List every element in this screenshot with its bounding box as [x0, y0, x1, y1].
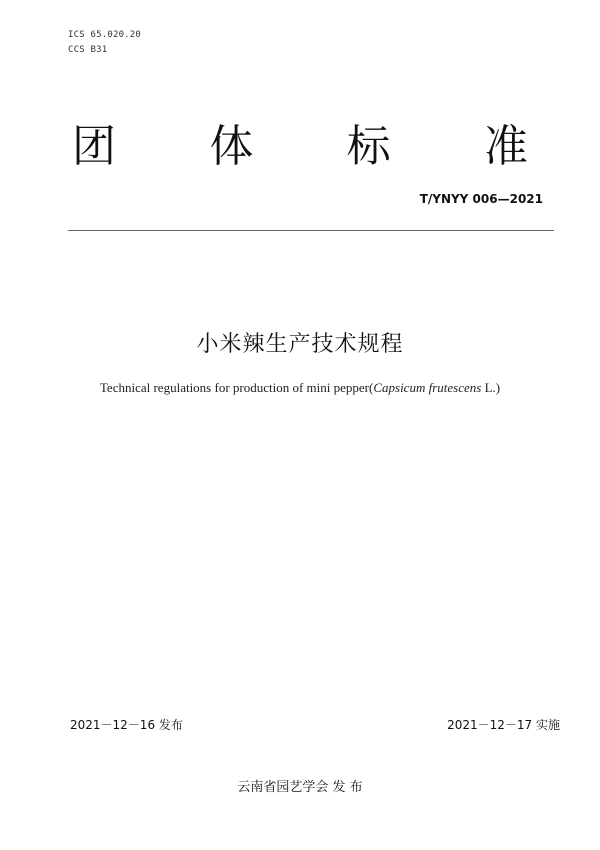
- release-date: 2021－12－16 发布: [70, 718, 183, 732]
- english-title-species: Capsicum frutescens: [373, 380, 482, 395]
- header-divider: [68, 230, 554, 231]
- standard-type-char: 标: [346, 121, 391, 172]
- standard-type-char: 准: [483, 121, 528, 172]
- implementation-date: 2021－12－17 实施: [447, 718, 560, 732]
- standard-type-heading: [68, 112, 532, 172]
- standard-number: T/YNYY 006—2021: [419, 192, 543, 206]
- classification-codes: [68, 28, 141, 58]
- document-title-chinese: 小米辣生产技术规程: [196, 332, 404, 357]
- english-title-prefix: Technical regulations for production of mini pepper(: [99, 380, 374, 395]
- publisher: 云南省园艺学会 发 布: [237, 780, 363, 795]
- english-title-suffix: L.): [481, 380, 501, 395]
- standard-type-char: 团: [72, 121, 116, 172]
- document-title-english: [0, 380, 600, 396]
- date-row: [70, 716, 560, 733]
- standard-type-char: 体: [209, 121, 254, 172]
- ics-code: ICS 65.020.20: [68, 30, 142, 40]
- ccs-code: CCS B31: [68, 45, 108, 55]
